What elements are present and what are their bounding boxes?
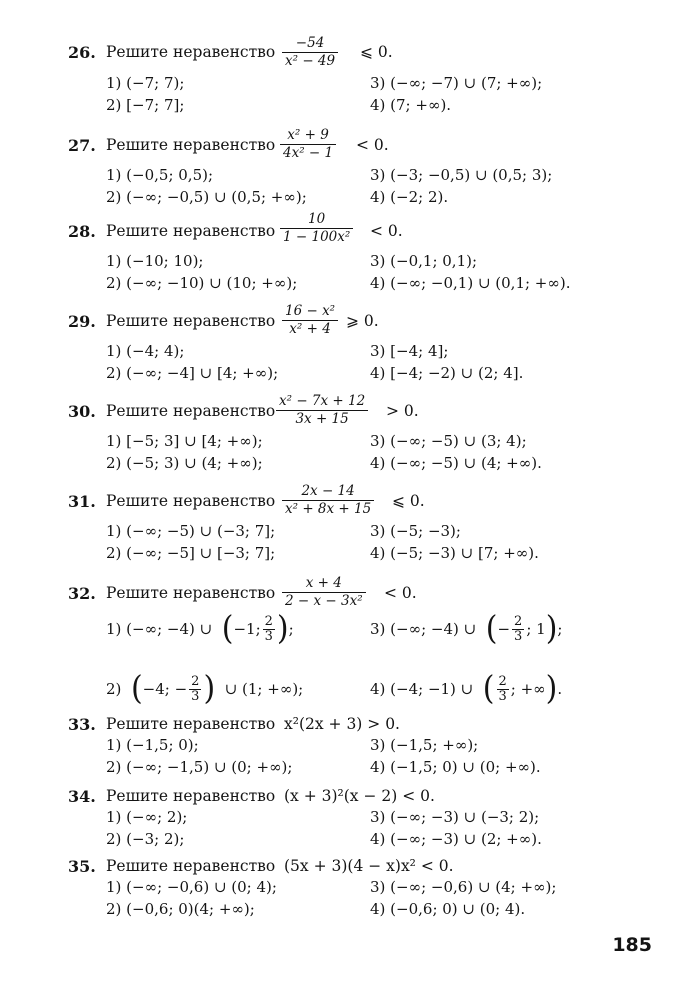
numerator: 10 — [280, 212, 353, 229]
answer-option-4[interactable]: 4) (−5; −3) ∪ [7; +∞). — [370, 544, 539, 562]
answer-option-4[interactable] — [370, 669, 563, 708]
option-text: ; 1 — [526, 620, 546, 638]
problem-prompt: Решите неравенство — [106, 136, 276, 154]
problem-prompt: Решите неравенство — [106, 787, 276, 805]
problem-prompt: Решите неравенство — [106, 492, 276, 510]
answer-option-2[interactable]: 2) (−0,6; 0)(4; +∞); — [106, 900, 255, 918]
problem-number: 34. — [68, 787, 96, 806]
answer-option-3[interactable]: 3) (−∞; −0,6) ∪ (4; +∞); — [370, 878, 557, 896]
option-text: . — [557, 680, 563, 698]
answer-option-1[interactable]: 1) (−10; 10); — [106, 252, 204, 270]
problem-prompt: Решите неравенство — [106, 857, 276, 875]
problem-number: 28. — [68, 222, 96, 241]
relation: < 0. — [384, 584, 417, 602]
answer-option-1[interactable]: 1) (−∞; −5) ∪ (−3; 7]; — [106, 522, 276, 540]
denominator: 1 − 100x² — [283, 229, 351, 245]
answer-options — [68, 74, 648, 120]
right-paren: ) — [203, 669, 225, 708]
problem-26 — [68, 35, 648, 120]
option-text: 1) (−∞; −4) ∪ — [106, 620, 213, 638]
answer-option-2[interactable]: 2) (−∞; −1,5) ∪ (0; +∞); — [106, 758, 293, 776]
answer-option-2[interactable] — [106, 669, 304, 708]
answer-option-4[interactable]: 4) (−1,5; 0) ∪ (0; +∞). — [370, 758, 541, 776]
fraction — [280, 128, 336, 161]
answer-option-1[interactable]: 1) (−7; 7); — [106, 74, 185, 92]
fraction — [189, 675, 201, 704]
problem-28 — [68, 212, 648, 294]
problem-number: 29. — [68, 312, 96, 331]
denominator: x² + 8x + 15 — [285, 501, 372, 517]
problem-number: 26. — [68, 43, 96, 62]
option-text: 3) (−∞; −4) ∪ — [370, 620, 477, 638]
answer-option-1[interactable]: 1) (−1,5; 0); — [106, 736, 199, 754]
answer-option-4[interactable]: 4) (−∞; −5) ∪ (4; +∞). — [370, 454, 542, 472]
answer-option-4[interactable]: 4) (−∞; −0,1) ∪ (0,1; +∞). — [370, 274, 571, 292]
problem-prompt: Решите неравенство — [106, 43, 276, 61]
fraction — [280, 212, 353, 245]
answer-options — [68, 522, 648, 568]
answer-option-2[interactable]: 2) (−∞; −4] ∪ [4; +∞); — [106, 364, 279, 382]
relation: < 0. — [370, 222, 403, 240]
answer-option-2[interactable]: 2) (−∞; −10) ∪ (10; +∞); — [106, 274, 298, 292]
relation: > 0. — [386, 402, 419, 420]
answer-option-3[interactable]: 3) (−∞; −5) ∪ (3; 4); — [370, 432, 527, 450]
fraction — [263, 615, 275, 644]
option-text: ; — [288, 620, 294, 638]
inequality-expression: (x + 3)²(x − 2) < 0. — [284, 787, 435, 805]
problem-number: 32. — [68, 584, 96, 603]
fraction — [282, 576, 366, 609]
problem-prompt: Решите неравенство — [106, 222, 276, 240]
denominator: 3x + 15 — [295, 411, 349, 427]
right-paren: ) — [545, 669, 558, 708]
answer-option-1[interactable]: 1) (−4; 4); — [106, 342, 185, 360]
numerator: 2 — [264, 613, 273, 629]
numerator: 2 — [191, 673, 200, 689]
answer-options — [68, 808, 648, 854]
answer-options — [68, 166, 648, 212]
problem-number: 31. — [68, 492, 96, 511]
denominator: x² − 49 — [285, 53, 336, 69]
answer-option-1[interactable]: 1) [−5; 3] ∪ [4; +∞); — [106, 432, 263, 450]
answer-option-2[interactable]: 2) [−7; 7]; — [106, 96, 185, 114]
problem-30 — [68, 392, 648, 474]
answer-option-3[interactable]: 3) (−3; −0,5) ∪ (0,5; 3); — [370, 166, 553, 184]
numerator: x² − 7x + 12 — [276, 394, 368, 411]
denominator: 2 − x − 3x² — [285, 593, 363, 609]
problem-number: 35. — [68, 857, 96, 876]
answer-option-2[interactable]: 2) (−5; 3) ∪ (4; +∞); — [106, 454, 263, 472]
option-text: ; +∞ — [510, 680, 546, 698]
denominator: 3 — [191, 688, 200, 704]
answer-option-3[interactable]: 3) (−5; −3); — [370, 522, 461, 540]
left-paren: ( — [212, 609, 234, 648]
option-text: 4) (−4; −1) ∪ — [370, 680, 474, 698]
problem-29 — [68, 302, 648, 384]
answer-option-2[interactable]: 2) (−∞; −5] ∪ [−3; 7]; — [106, 544, 276, 562]
answer-options — [68, 342, 648, 388]
denominator: 4x² − 1 — [283, 145, 334, 161]
answer-options — [68, 432, 648, 478]
option-text: ; — [557, 620, 563, 638]
answer-option-1[interactable] — [106, 609, 294, 648]
answer-option-3[interactable] — [370, 609, 563, 648]
problem-prompt: Решите неравенство — [106, 715, 276, 733]
answer-option-3[interactable]: 3) (−0,1; 0,1); — [370, 252, 478, 270]
option-text: 2) — [106, 680, 122, 698]
problem-prompt: Решите неравенство — [106, 312, 276, 330]
answer-option-4[interactable]: 4) [−4; −2) ∪ (2; 4]. — [370, 364, 524, 382]
answer-option-2[interactable]: 2) (−∞; −0,5) ∪ (0,5; +∞); — [106, 188, 307, 206]
answer-options — [68, 252, 648, 298]
relation: ⩽ 0. — [360, 43, 393, 61]
problem-34 — [68, 784, 648, 854]
problem-27 — [68, 126, 648, 208]
inequality-expression: x²(2x + 3) > 0. — [284, 715, 400, 733]
fraction — [512, 615, 524, 644]
answer-option-1[interactable]: 1) (−∞; −0,6) ∪ (0; 4); — [106, 878, 277, 896]
option-text: − — [497, 620, 511, 638]
denominator: 3 — [264, 628, 273, 644]
answer-option-2[interactable]: 2) (−3; 2); — [106, 830, 185, 848]
right-paren: ) — [276, 609, 289, 648]
answer-options — [68, 736, 648, 782]
problem-prompt: Решите неравенство — [106, 584, 276, 602]
inequality-expression: (5x + 3)(4 − x)x² < 0. — [284, 857, 454, 875]
numerator: 2x − 14 — [282, 484, 374, 501]
answer-option-4[interactable]: 4) (−0,6; 0) ∪ (0; 4). — [370, 900, 526, 918]
fraction — [282, 484, 374, 517]
fraction — [282, 36, 338, 69]
problem-number: 30. — [68, 402, 96, 421]
problem-31 — [68, 482, 648, 564]
answer-option-1[interactable]: 1) (−0,5; 0,5); — [106, 166, 214, 184]
relation: ⩽ 0. — [392, 492, 425, 510]
numerator: x² + 9 — [280, 128, 336, 145]
option-text: ∪ (1; +∞); — [224, 680, 304, 698]
numerator: 2 — [498, 673, 507, 689]
option-text: −1; — [233, 620, 261, 638]
problem-number: 27. — [68, 136, 96, 155]
fraction — [497, 675, 509, 704]
option-text: −4; − — [142, 680, 188, 698]
relation: < 0. — [356, 136, 389, 154]
problem-number: 33. — [68, 715, 96, 734]
numerator: x + 4 — [282, 576, 366, 593]
fraction — [282, 304, 338, 337]
answer-option-4[interactable]: 4) (−2; 2). — [370, 188, 449, 206]
left-paren: ( — [121, 669, 143, 708]
numerator: 16 − x² — [282, 304, 338, 321]
answer-options — [68, 878, 648, 924]
page-number: 185 — [612, 934, 652, 956]
answer-option-3[interactable]: 3) (−1,5; +∞); — [370, 736, 479, 754]
problem-prompt: Решите неравенство — [106, 402, 276, 420]
problem-35 — [68, 854, 648, 924]
numerator: −54 — [282, 36, 338, 53]
left-paren: ( — [473, 669, 495, 708]
answer-option-3[interactable]: 3) (−∞; −7) ∪ (7; +∞); — [370, 74, 543, 92]
fraction — [276, 394, 368, 427]
problem-33 — [68, 712, 648, 782]
answer-option-3[interactable]: 3) (−∞; −3) ∪ (−3; 2); — [370, 808, 540, 826]
numerator: 2 — [514, 613, 523, 629]
answer-option-4[interactable]: 4) (−∞; −3) ∪ (2; +∞). — [370, 830, 542, 848]
relation: ⩾ 0. — [346, 312, 379, 330]
answer-option-1[interactable]: 1) (−∞; 2); — [106, 808, 188, 826]
denominator: 3 — [498, 688, 507, 704]
denominator: 3 — [514, 628, 523, 644]
left-paren: ( — [476, 609, 498, 648]
right-paren: ) — [545, 609, 558, 648]
denominator: x² + 4 — [289, 321, 331, 337]
answer-option-3[interactable]: 3) [−4; 4]; — [370, 342, 449, 360]
answer-option-4[interactable]: 4) (7; +∞). — [370, 96, 452, 114]
